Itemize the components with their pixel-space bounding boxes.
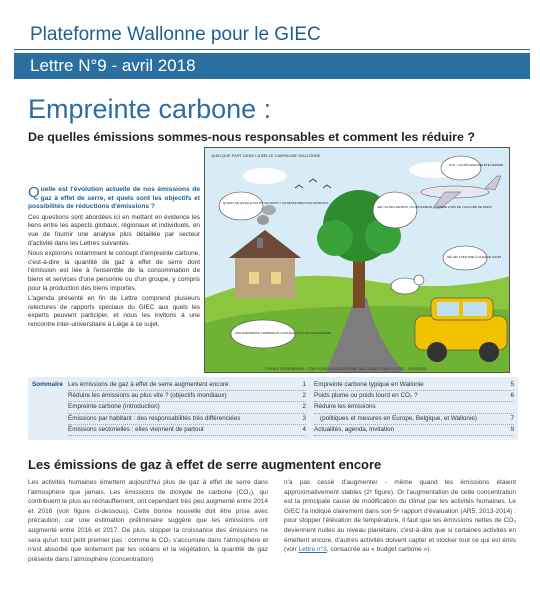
intro-paragraph-3: L'agenda présenté en fin de Lettre comprend plusieurs relectures de rapports spéciaux du GIEC aux quels les experts peuvent participer, et nous les invitons à une rencontre inter-universitaire à Liège à ce sujet. — [28, 295, 200, 328]
body-column-2 — [284, 478, 516, 555]
bubble-bottom: UNE EMPREINTE CARBONE DU COLLÈGE OÙ IL M'A CHANGÉ PAR... — [235, 331, 333, 335]
toc-item[interactable]: Empreinte carbone typique en Wallonie 5 — [314, 380, 514, 391]
toc-item[interactable]: Réduire les émissions au plus vite ? (objectifs mondiaux) 2 — [68, 391, 306, 402]
toc-item[interactable]: Émissions sectorielles : elles viennent de partout 4 — [68, 425, 306, 436]
cartoon-footer: © PHILETOONSBRAND...COM POUR LA PLATEFORME WALLONNE POUR LE GIEC - V3/03/2018 — [265, 367, 427, 371]
toc-item[interactable]: Poids plume ou poids lourd en CO₂ ? 6 — [314, 391, 514, 402]
body-column-1: Les activités humaines émettent aujourd'hui plus de gaz à effet de serre dans l'atmosphère que jamais. Les émissions de dioxyde de carbone (CO₂), qui contribuent le plus au réchauffement, ont cependant très peu augmenté entre 2014 et 2016 (voir figure ci-dessous). Cette bonne nouvelle doit être prise avec précaution, car une estimation préliminaire suggère que les émissions ont augmenté entre 2016 et 2017. De plus, stopper la croissance des émissions ne sera qu'un tout petit premier pas : comme le CO₂ s'accumule dans l'atmosphère et n'est absorbé que lentement par les océans et la végétation, la quantité de gaz présente dans l'atmosphère (concentration) — [28, 479, 268, 563]
toc-item[interactable]: Réduire les émissions — [314, 402, 514, 413]
intro-paragraph-1: Ces questions sont abordées ici en mettant en évidence les liens entre les aspects globaux, régionaux et individuels, en vue de fournir une analyse plus détaillée par secteur d'activité dans les Lettres suivantes. — [28, 213, 200, 247]
intro-lead-text: uelle est l'évolution actuelle de nos émissions de gaz à effet de serre, et quels sont les objectifs et possibilités de réductions d'émissions ? — [28, 186, 200, 211]
page-title: Empreinte carbone : — [28, 94, 272, 124]
intro-text — [28, 186, 200, 332]
bubble-left: QU'EST-CE QU'ELLE M'A DIT CE MATIN ? ÇA RESTE BIEN D'AUJOURD'HUI... — [223, 201, 331, 205]
toc-item[interactable]: Émissions par habitant : des responsabilités très différenciées 3 — [68, 414, 306, 425]
toc-item[interactable]: Empreinte carbone (introduction) 2 — [68, 402, 306, 413]
issue-label: Lettre N°9 - avril 2018 — [30, 56, 196, 75]
table-of-contents — [28, 377, 518, 440]
section-title: Les émissions de gaz à effet de serre augmentent encore — [28, 457, 382, 472]
toc-item[interactable]: Les émissions de gaz à effet de serre augmentent encore 1 — [68, 380, 306, 391]
issue-band — [14, 53, 530, 79]
header-rule — [14, 49, 530, 50]
bubble-car: HÉ! HÉ! J'VEN TIRE À CHAQUE COUP! — [447, 255, 502, 259]
intro-paragraph-2: Nous explorons notamment le concept d'empreinte carbone, c'est-à-dire la quantité de gaz à effet de serre dont l'émission est liée à l'ensemble de la consommation de biens et services d'une personne ou d'un groupe, y compris pour la production des biens importés. — [28, 250, 200, 292]
intro-lead — [28, 186, 200, 212]
cartoon-illustration — [204, 147, 510, 373]
toc-right-column — [314, 380, 514, 436]
toc-heading: Sommaire — [32, 381, 63, 388]
body-column-2-text: n'a pas cessé d'augmenter - même quand les émissions étaient approximativement stables (2ᵉ figure). Or l'augmentation de cette concentration est la principale cause de modification du climat par les activités humaines. Le GIEC l'a indiqué clairement dans son 5ᵉ rapport d'évaluation (AR5, 2013-2014) : pour stopper l'élévation de température, il faut que les émissions nettes de CO₂ deviennent nulles au niveau planétaire, c'est-à-dire que si certaines activités en émettent encore, d'autres activités doivent capter et stocker tout ce qui est émis (voir — [284, 479, 516, 554]
toc-item[interactable]: (politiques et mesures en Europe, Belgique, et Wallonie) 7 — [314, 414, 514, 425]
lettre-3-link[interactable]: Lettre n°3 — [298, 546, 327, 554]
page-subtitle: De quelles émissions sommes-nous responsables et comment les réduire ? — [28, 130, 475, 144]
bubble-plane: OUF ! J'AI PAS ENCORE ÉTÉ REPÉRÉ... — [449, 163, 506, 167]
body-column-2-end: , consacrée au « budget carbone »). — [326, 546, 432, 554]
cartoon-caption-top: QUELQUE PART DANS LA BELLE CAMPAGNE WALLONNE — [211, 153, 321, 158]
bubble-tree: AÏE, UN PEU DE BOIS, UN AVIONNEUR... COMME LORS DE L'ACCORD DE PARIS — [377, 205, 492, 209]
toc-item[interactable]: Actualités, agenda, invitation 9 — [314, 425, 514, 436]
drop-cap: Q — [28, 184, 40, 201]
toc-left-column — [68, 380, 306, 436]
platform-title: Plateforme Wallonne pour le GIEC — [30, 24, 321, 45]
